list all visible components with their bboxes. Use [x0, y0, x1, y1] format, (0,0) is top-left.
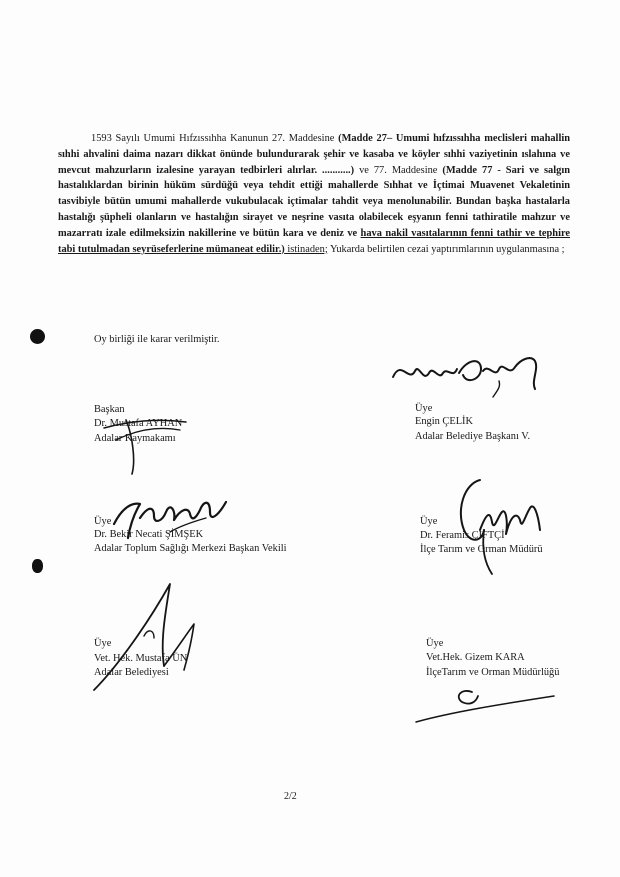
- signature-mustafa-un: [84, 570, 214, 700]
- consensus-text: Oy birliği ile karar verilmiştir.: [94, 334, 220, 345]
- paragraph-based-on: istinaden;: [284, 243, 328, 255]
- celik-role: Üye: [415, 403, 433, 414]
- signature-gizem-kara: [412, 682, 562, 727]
- page-number: 2/2: [284, 791, 297, 802]
- kara-name: Vet.Hek. Gizem KARA: [426, 652, 525, 663]
- baskan-title: Adalar Kaymakamı: [94, 433, 176, 444]
- simsek-role: Üye: [94, 516, 112, 527]
- paragraph-article-27: (Madde 27– Umumi hıfzıssıhha meclisleri mahallin sıhhi ahvalini daima nazarı dikkat önünde bulundurarak şehir ve kasaba ve köyler sıhhi vaziyetinin ıslahına ve mevcut mahzurların izalesine yarayan tedbirleri alırlar. ...........): [58, 133, 570, 176]
- celik-title: Adalar Belediye Başkanı V.: [415, 431, 531, 442]
- paragraph-underlined-clause: hava nakil vasıtalarının fenni tathir ve tephire tabi tutulmadan seyrüseferlerine mümaneat edilir.): [58, 227, 571, 255]
- un-title: Adalar Belediyesi: [94, 667, 169, 678]
- celik-name: Engin ÇELİK: [415, 416, 474, 427]
- kara-title: İlçeTarım ve Orman Müdürlüğü: [426, 667, 560, 678]
- simsek-title: Adalar Toplum Sağlığı Merkezi Başkan Vekili: [94, 543, 287, 554]
- baskan-name: Dr. Mustafa AYHAN: [94, 418, 183, 429]
- cifci-title: İlçe Tarım ve Orman Müdürü: [420, 544, 543, 555]
- paragraph-intro: 1593 Sayılı Umumi Hıfzıssıhha Kanunun 27. Maddesine: [91, 133, 339, 144]
- simsek-name: Dr. Bekir Necati ŞİMŞEK: [94, 529, 204, 540]
- signature-engin-celik: [385, 351, 555, 411]
- paragraph-closing: Yukarda belirtilen cezai yaptırımlarının uygulanmasına ;: [327, 243, 565, 255]
- punch-hole-mark: [32, 559, 43, 573]
- punch-hole-mark: [30, 329, 45, 344]
- cifci-name: Dr. Feramis ÇİFTÇİ: [420, 530, 505, 541]
- kara-role: Üye: [426, 638, 444, 649]
- un-role: Üye: [94, 638, 112, 649]
- paragraph-and-77: ve 77. Maddesine: [354, 164, 443, 176]
- signature-feramis-ciftci: [420, 470, 560, 580]
- baskan-role: Başkan: [94, 404, 125, 415]
- decision-paragraph: [58, 131, 570, 257]
- paragraph-article-77: (Madde 77 - Sari ve salgın hastalıklardan birinin hüküm sürdüğü veya tehdit ettiği mahallerde Sıhhat ve İçtimai Muavenet Vekaletinin tasvibiyle bütün umumi mahallerde vukubulacak içtimalar tahdit veya menolunabilir. Bundan başka hastalarla hastalığı şüpheli olanların ve hastalığın sirayet ve neşrine vasıta olabilecek eşyanın fenni tathiratile mahzur ve mazarratı izale edilmeksizin nakillerine ve bütün kara ve deniz ve: [58, 164, 570, 239]
- un-name: Vet. Hek. Mustafa ÜN: [94, 653, 188, 664]
- cifci-role: Üye: [420, 516, 438, 527]
